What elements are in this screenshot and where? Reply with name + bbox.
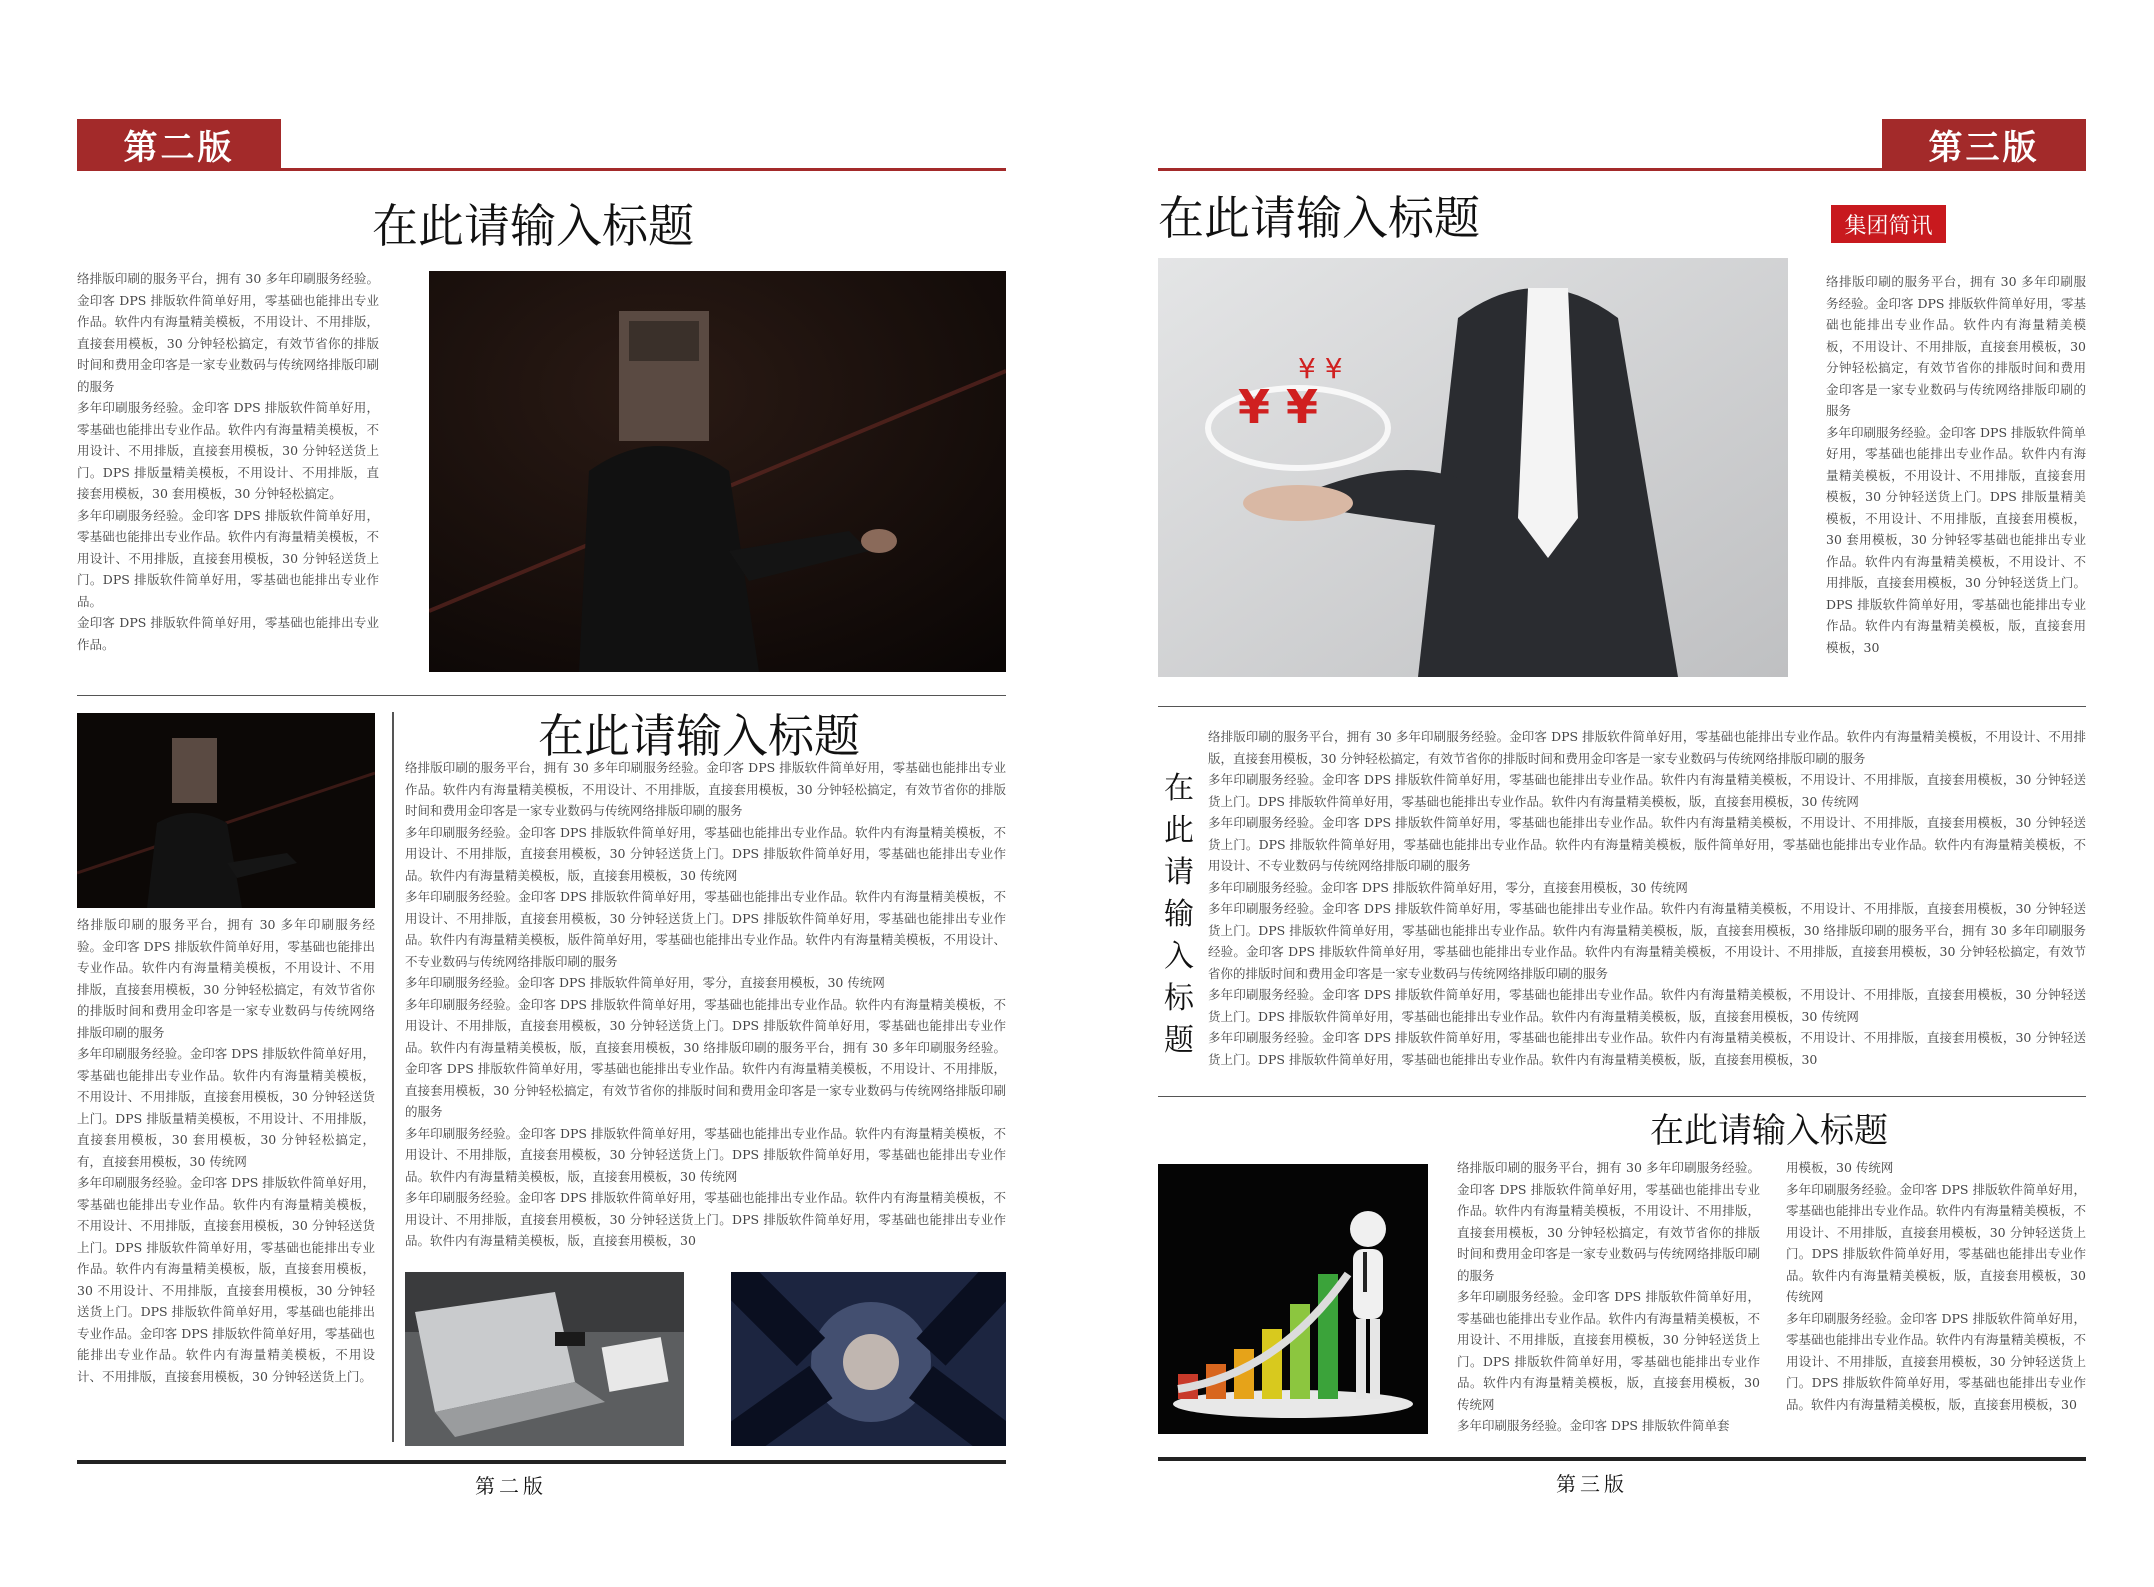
article1-title-left: 在此请输入标题 bbox=[372, 199, 694, 253]
article2-leftcol-body: 络排版印刷的服务平台，拥有 30 多年印刷服务经验。金印客 DPS 排版软件简单好用，零基础也能排出专业作品。软件内有海量精美模板，不用设计、不用排版，直接套用模板，30 分钟轻松搞定，有效节省你的排版时间和费用金印客是一家专业数码与传统网络排版印刷的服务 多年印刷服务经验。金印客 DPS 排版软件简单好用，零基础也能排出专业作品。软件内有海量精美模板，不用设计、不用排版，直接套用模板，30 分钟轻送货上门。DPS 排版量精美模板，不用设计、不用排版，直接套用模板，30 套用模板，30 分钟轻松搞定，有，直接套用模板，30 传统网 多年印刷服务经验。金印客 DPS 排版软件简单好用，零基础也能排出专业作品。软件内有海量精美模板，不用设计、不用排版，直接套用模板，30 分钟轻送货上门。DPS 排版软件简单好用，零基础也能排出专业作品。软件内有海量精美模板，版，直接套用模板，30 不用设计、不用排版，直接套用模板，30 分钟轻送货上门。DPS 排版软件简单好用，零基础也能排出专业作品。金印客 DPS 排版软件简单好用，零基础也能排出专业作品。软件内有海量精美模板，不用设计、不用排版，直接套用模板，30 分钟轻送货上门。 bbox=[77, 917, 375, 1384]
article2-body-right: 络排版印刷的服务平台，拥有 30 多年印刷服务经验。金印客 DPS 排版软件简单好用，零基础也能排出专业作品。软件内有海量精美模板，不用设计、不用排版，直接套用模板，30 分钟轻松搞定，有效节省你的排版时间和费用金印客是一家专业数码与传统网络排版印刷的服务 多年印刷服务经验。金印客 DPS 排版软件简单好用，零基础也能排出专业作品。软件内有海量精美模板，不用设计、不用排版，直接套用模板，30 分钟轻送货上门。DPS 排版软件简单好用，零基础也能排出专业作品。软件内有海量精美模板，版，直接套用模板，30 传统网 多年印刷服务经验。金印客 DPS 排版软件简单好用，零基础也能排出专业作品。软件内有海量精美模板，不用设计、不用排版，直接套用模板，30 分钟轻送货上门。DPS 排版软件简单好用，零基础也能排出专业作品。软件内有海量精美模板，版件简单好用，零基础也能排出专业作品。软件内有海量精美模板，不用设计、不专业数码与传统网络排版印刷的服务 多年印刷服务经验。金印客 DPS 排版软件简单好用，零分，直接套用模板，30 传统网 多年印刷服务经验。金印客 DPS 排版软件简单好用，零基础也能排出专业作品。软件内有海量精美模板，不用设计、不用排版，直接套用模板，30 分钟轻送货上门。DPS 排版软件简单好用，零基础也能排出专业作品。软件内有海量精美模板，版，直接套用模板，30 络排版印刷的服务平台，拥有 30 多年印刷服务经验。金印客 DPS 排版软件简单好用，零基础也能排出专业作品。软件内有海量精美模板，不用设计、不用排版，直接套用模板，30 分钟轻松搞定，有效节省你的排版时间和费用金印客是一家专业数码与传统网络排版印刷的服务 多年印刷服务经验。金印客 DPS 排版软件简单好用，零基础也能排出专业作品。软件内有海量精美模板，不用设计、不用排版，直接套用模板，30 分钟轻送货上门。DPS 排版软件简单好用，零基础也能排出专业作品。软件内有海量精美模板，版，直接套用模板，30 传统网 多年印刷服务经验。金印客 DPS 排版软件简单好用，零基础也能排出专业作品。软件内有海量精美模板，不用设计、不用排版，直接套用模板，30 分钟轻送货上门。DPS 排版软件简单好用，零基础也能排出专业作品。软件内有海量精美模板，版，直接套用模板，30 bbox=[1208, 729, 2086, 1067]
growth-chart-illustration bbox=[1158, 1164, 1428, 1434]
teamwork-photo bbox=[731, 1272, 1006, 1446]
article2-rightcol-body: 络排版印刷的服务平台，拥有 30 多年印刷服务经验。金印客 DPS 排版软件简单好用，零基础也能排出专业作品。软件内有海量精美模板，不用设计、不用排版，直接套用模板，30 分钟轻松搞定，有效节省你的排版时间和费用金印客是一家专业数码与传统网络排版印刷的服务 多年印刷服务经验。金印客 DPS 排版软件简单好用，零基础也能排出专业作品。软件内有海量精美模板，不用设计、不用排版，直接套用模板，30 分钟轻送货上门。DPS 排版软件简单好用，零基础也能排出专业作品。软件内有海量精美模板，版，直接套用模板，30 传统网 多年印刷服务经验。金印客 DPS 排版软件简单好用，零基础也能排出专业作品。软件内有海量精美模板，不用设计、不用排版，直接套用模板，30 分钟轻送货上门。DPS 排版软件简单好用，零基础也能排出专业作品。软件内有海量精美模板，版件简单好用，零基础也能排出专业作品。软件内有海量精美模板，不用设计、不专业数码与传统网络排版印刷的服务 多年印刷服务经验。金印客 DPS 排版软件简单好用，零分，直接套用模板，30 传统网 多年印刷服务经验。金印客 DPS 排版软件简单好用，零基础也能排出专业作品。软件内有海量精美模板，不用设计、不用排版，直接套用模板，30 分钟轻送货上门。DPS 排版软件简单好用，零基础也能排出专业作品。软件内有海量精美模板，版，直接套用模板，30 络排版印刷的服务平台，拥有 30 多年印刷服务经验。金印客 DPS 排版软件简单好用，零基础也能排出专业作品。软件内有海量精美模板，不用设计、不用排版，直接套用模板，30 分钟轻松搞定，有效节省你的排版时间和费用金印客是一家专业数码与传统网络排版印刷的服务 多年印刷服务经验。金印客 DPS 排版软件简单好用，零基础也能排出专业作品。软件内有海量精美模板，不用设计、不用排版，直接套用模板，30 分钟轻送货上门。DPS 排版软件简单好用，零基础也能排出专业作品。软件内有海量精美模板，版，直接套用模板，30 传统网 多年印刷服务经验。金印客 DPS 排版软件简单好用，零基础也能排出专业作品。软件内有海量精美模板，不用设计、不用排版，直接套用模板，30 分钟轻送货上门。DPS 排版软件简单好用，零基础也能排出专业作品。软件内有海量精美模板，版，直接套用模板，30 bbox=[405, 760, 1006, 1248]
speaker-photo-small bbox=[77, 713, 375, 908]
news-badge: 集团简讯 bbox=[1831, 205, 1946, 243]
header-rule-left bbox=[77, 168, 1006, 171]
section-label-left: 第二版 bbox=[77, 119, 281, 169]
article1-body-left: 络排版印刷的服务平台，拥有 30 多年印刷服务经验。金印客 DPS 排版软件简单好用，零基础也能排出专业作品。软件内有海量精美模板，不用设计、不用排版，直接套用模板，30 分钟轻松搞定，有效节省你的排版时间和费用金印客是一家专业数码与传统网络排版印刷的服务 多年印刷服务经验。金印客 DPS 排版软件简单好用，零基础也能排出专业作品。软件内有海量精美模板，不用设计、不用排版，直接套用模板，30 分钟轻送货上门。DPS 排版量精美模板，不用设计、不用排版，直接套用模板，30 套用模板，30 分钟轻松搞定。 多年印刷服务经验。金印客 DPS 排版软件简单好用，零基础也能排出专业作品。软件内有海量精美模板，不用设计、不用排版，直接套用模板，30 分钟轻送货上门。DPS 排版软件简单好用，零基础也能排出专业作品。 金印客 DPS 排版软件简单好用，零基础也能排出专业作品。 bbox=[77, 271, 379, 652]
article3-col2: 用模板，30 传统网 多年印刷服务经验。金印客 DPS 排版软件简单好用，零基础也能排出专业作品。软件内有海量精美模板，不用设计、不用排版，直接套用模板，30 分钟轻送货上门。DPS 排版软件简单好用，零基础也能排出专业作品。软件内有海量精美模板，版，直接套用模板，30 传统网 多年印刷服务经验。金印客 DPS 排版软件简单好用，零基础也能排出专业作品。软件内有海量精美模板，不用设计、不用排版，直接套用模板，30 分钟轻送货上门。DPS 排版软件简单好用，零基础也能排出专业作品。软件内有海量精美模板，版，直接套用模板，30 bbox=[1786, 1160, 2086, 1412]
article3-col1: 络排版印刷的服务平台，拥有 30 多年印刷服务经验。金印客 DPS 排版软件简单好用，零基础也能排出专业作品。软件内有海量精美模板，不用设计、不用排版，直接套用模板，30 分钟轻松搞定，有效节省你的排版时间和费用金印客是一家专业数码与传统网络排版印刷的服务 多年印刷服务经验。金印客 DPS 排版软件简单好用，零基础也能排出专业作品。软件内有海量精美模板，不用设计、不用排版，直接套用模板，30 分钟轻送货上门。DPS 排版软件简单好用，零基础也能排出专业作品。软件内有海量精美模板，版，直接套用模板，30 传统网 多年印刷服务经验。金印客 DPS 排版软件简单套 bbox=[1457, 1160, 1760, 1433]
header-rule-right bbox=[1158, 168, 2086, 171]
footer-rule-right bbox=[1158, 1457, 2086, 1461]
laptop-photo bbox=[405, 1272, 684, 1446]
article3-title: 在此请输入标题 bbox=[1650, 1111, 1888, 1151]
speaker-photo bbox=[429, 271, 1006, 672]
article1-body-right: 络排版印刷的服务平台，拥有 30 多年印刷服务经验。金印客 DPS 排版软件简单好用，零基础也能排出专业作品。软件内有海量精美模板，不用设计、不用排版，直接套用模板，30 分钟轻松搞定，有效节省你的排版时间和费用金印客是一家专业数码与传统网络排版印刷的服务 多年印刷服务经验。金印客 DPS 排版软件简单好用，零基础也能排出专业作品。软件内有海量精美模板，不用设计、不用排版，直接套用模板，30 分钟轻送货上门。DPS 排版量精美模板，不用设计、不用排版，直接套用模板，30 套用模板，30 分钟轻零基础也能排出专业作品。软件内有海量精美模板，不用设计、不用排版，直接套用模板，30 分钟轻送货上门。DPS 排版软件简单好用，零基础也能排出专业作品。软件内有海量精美模板，版，直接套用模板，30 bbox=[1826, 274, 2086, 655]
businessman-photo bbox=[1158, 258, 1788, 677]
svg-text:¥ ¥: ¥ ¥ bbox=[1238, 380, 1319, 434]
footer-rule-left bbox=[77, 1460, 1006, 1464]
article1-title-right: 在此请输入标题 bbox=[1158, 191, 1480, 245]
page-footer-left: 第二版 bbox=[475, 1474, 547, 1498]
column-divider bbox=[392, 712, 394, 1442]
article2-title-left: 在此请输入标题 bbox=[538, 709, 860, 763]
divider-left bbox=[77, 695, 1006, 696]
article2-vertical-title: 在 此 请 输 入 标 题 bbox=[1164, 771, 1194, 1058]
divider-right-2 bbox=[1158, 1096, 2086, 1097]
section-label-right: 第三版 bbox=[1882, 119, 2086, 169]
divider-right-1 bbox=[1158, 706, 2086, 707]
svg-text:¥ ¥: ¥ ¥ bbox=[1298, 352, 1343, 385]
page-footer-right: 第三版 bbox=[1556, 1472, 1628, 1496]
